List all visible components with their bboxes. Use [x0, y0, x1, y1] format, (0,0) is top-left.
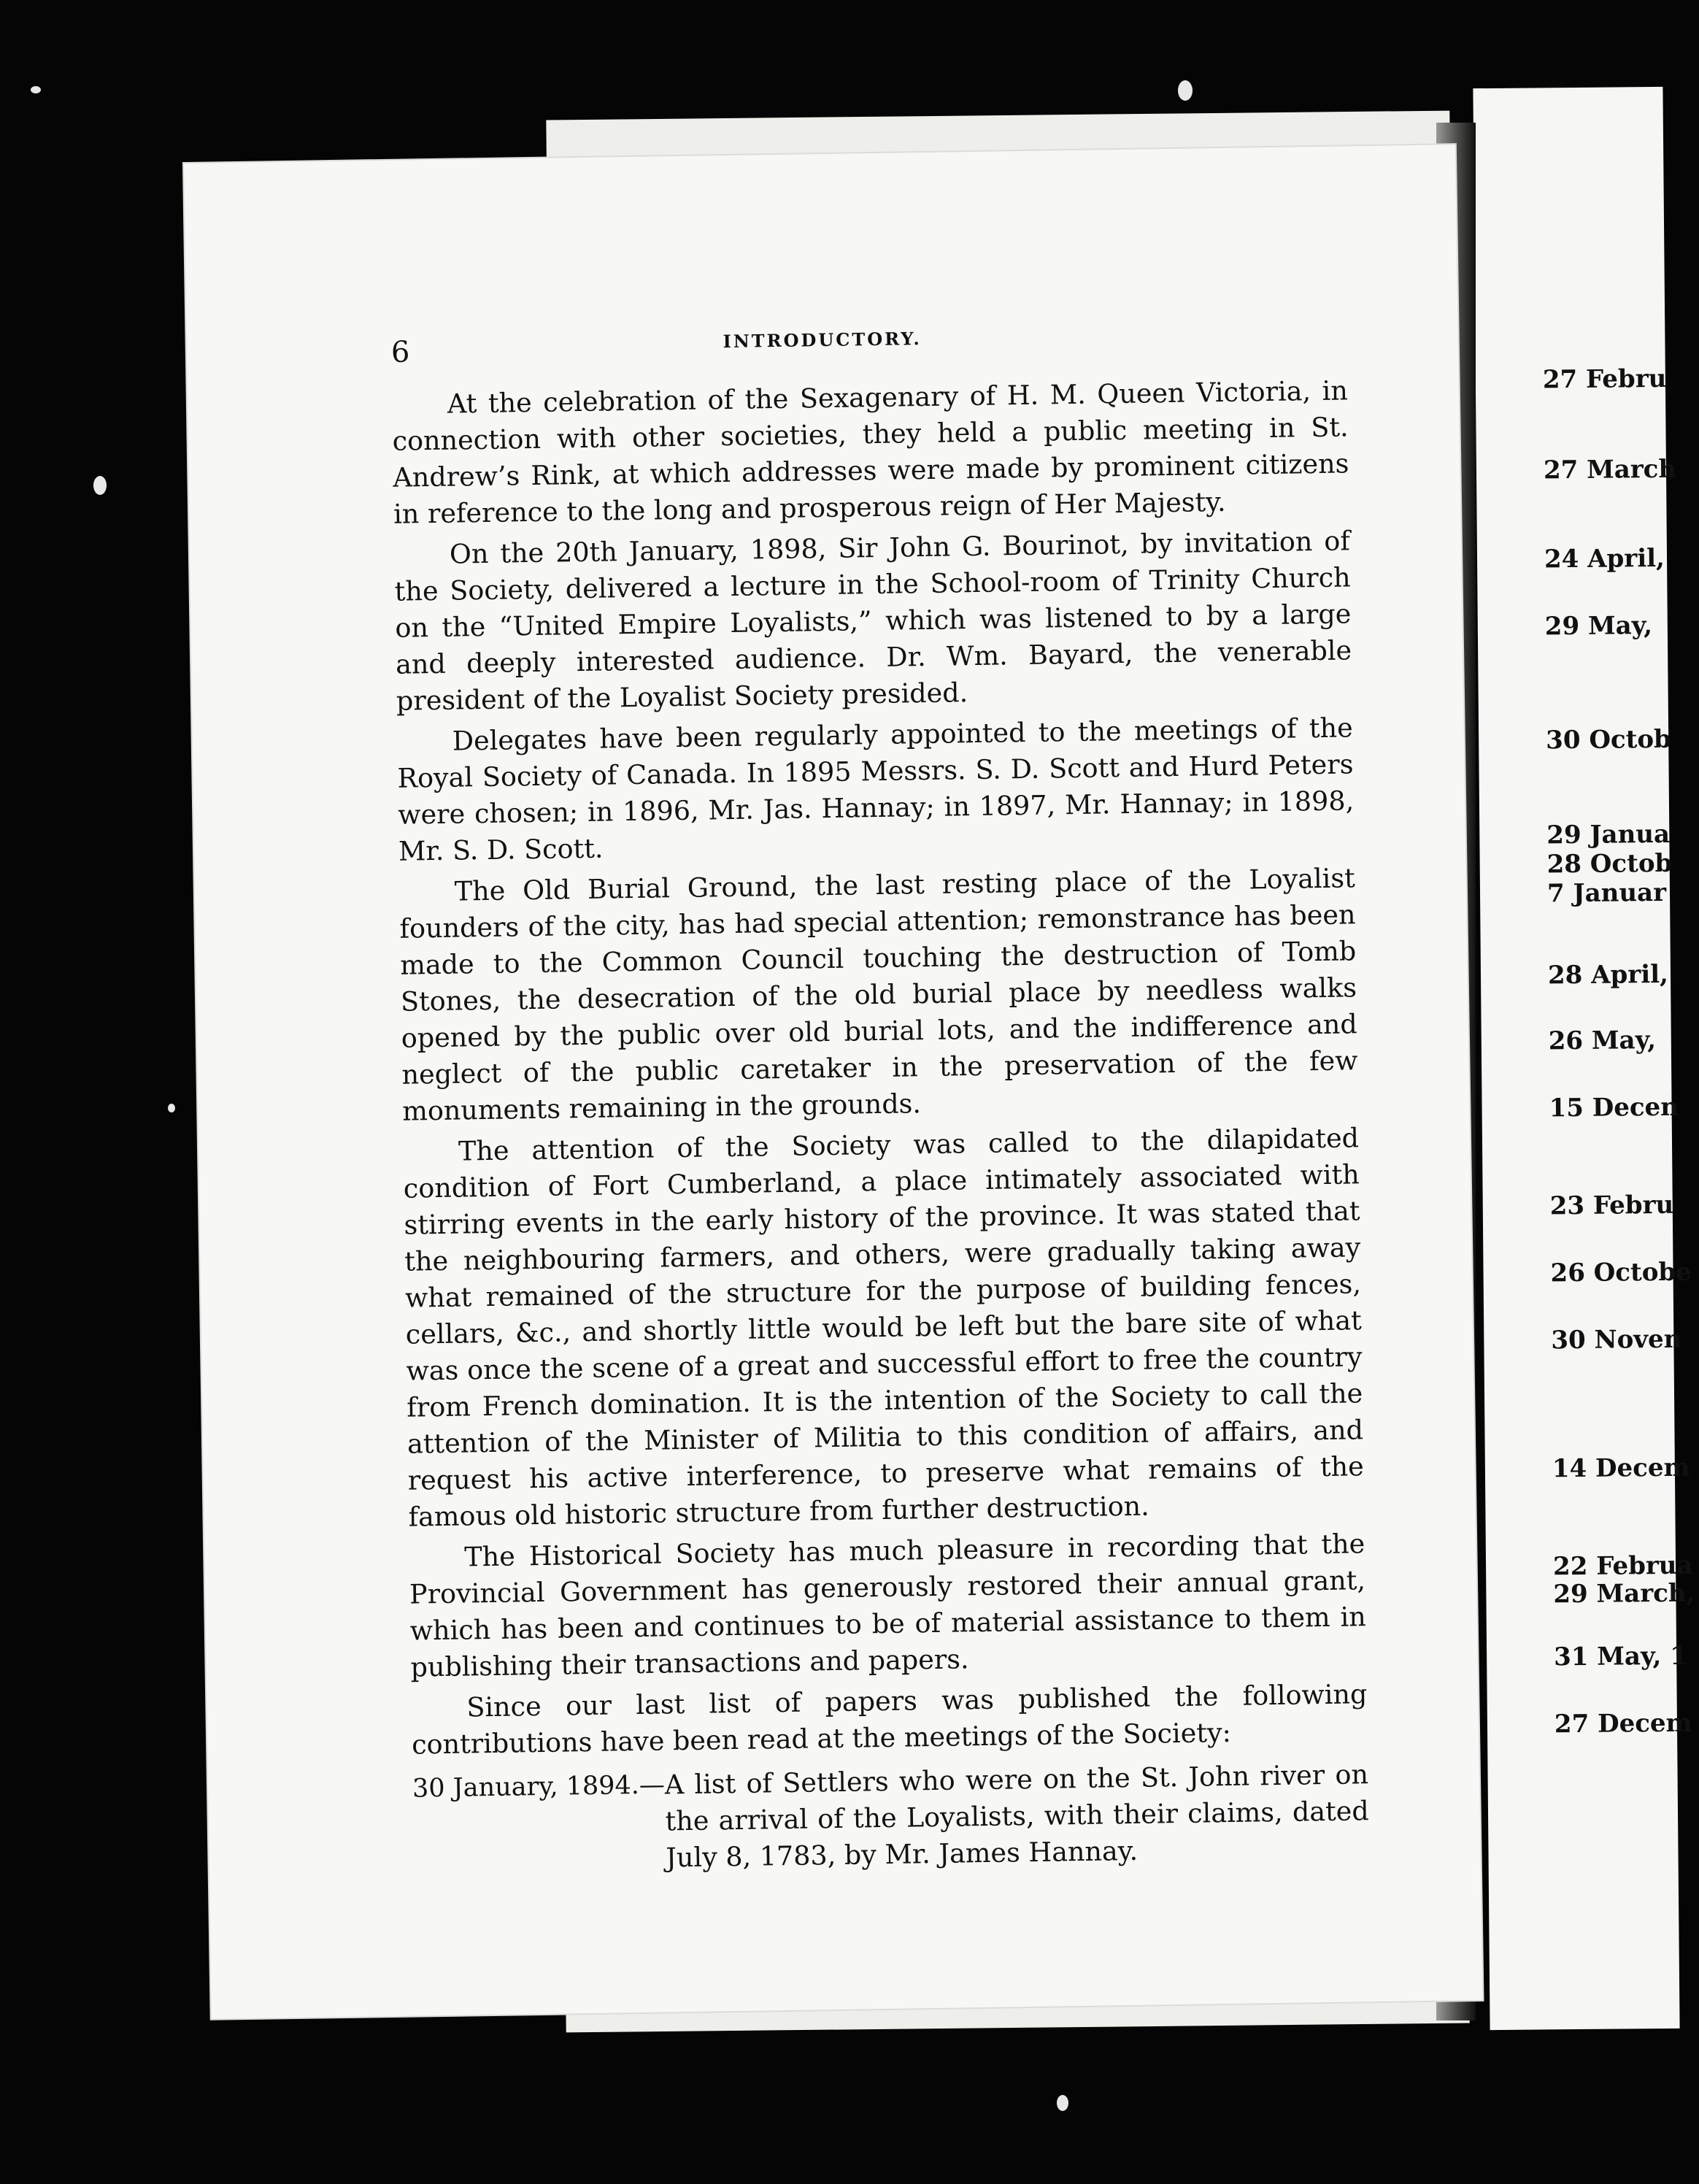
right-entry: 26 Octobe [1550, 1257, 1692, 1288]
right-entry: 31 May, 1 [1553, 1641, 1687, 1672]
right-entry: 14 Decem [1552, 1453, 1690, 1484]
paragraph: On the 20th January, 1898, Sir John G. Bourinot, by invitation of the Society, delivered a lecture in the School-room of Trinity Church on the “United Empire Loyalists,” which was listened to by a large and deeply interested audience. Dr. Wm. Bayard, the venerable president of the Loyalist Society presided. [394, 525, 1352, 717]
right-entry: 29 May, [1544, 611, 1653, 642]
right-entry: 22 Februa [1552, 1550, 1693, 1582]
right-entry: 29 Janua [1546, 819, 1671, 850]
right-entry: 30 Octob [1546, 724, 1672, 755]
running-head: INTRODUCTORY. [723, 328, 922, 353]
scan-speck [1178, 80, 1193, 101]
right-entry: 27 Febru [1542, 364, 1667, 395]
paragraph: At the celebration of the Sexagenary of H. M. Queen Victoria, in connection with other societies, they held a public meeting in St. Andrew’s Rink, at which addresses were made by prominent citizens in reference to the long and prosperous reign of Her Majesty. [392, 374, 1349, 530]
right-page [1473, 87, 1695, 2030]
page-number: 6 [390, 335, 410, 369]
right-entry: 29 March, [1553, 1578, 1695, 1610]
right-entry: 28 April, [1547, 959, 1669, 991]
scan-speck [93, 476, 107, 495]
scan-speck [31, 86, 41, 93]
paragraph: The attention of the Society was called to the dilapidated condition of Fort Cumberland, a place intimately associated with stirring events in the early history of the province. It was stated that the neighbouring farmers, and others, were gradually taking away what remained of the structure for the purpose of building fences, cellars, &c., and shortly little would be left but the bare site of what was once the scene of a great and successful effort to free the country from French domination. It is the intention of the Society to call the attention of the Minister of Militia to this condition of affairs, and request his active interference, to preserve what remains of the famous old historic structure from further destruction. [403, 1122, 1364, 1533]
left-page [184, 145, 1483, 2019]
right-entry: 27 Decem [1554, 1708, 1692, 1739]
right-entry: 28 Octob [1546, 848, 1673, 880]
contribution-entry [412, 1756, 1370, 1880]
paragraph: Delegates have been regularly appointed to the meetings of the Royal Society of Canada. In 1895 Messrs. S. D. Scott and Hurd Peters were chosen; in 1896, Mr. Jas. Hannay; in 1897, Mr. Hannay; in 1898, Mr. S. D. Scott. [397, 712, 1355, 867]
right-entry: 23 Febru [1549, 1190, 1674, 1221]
right-entry: 27 March [1543, 454, 1677, 485]
paragraph: The Historical Society has much pleasure in recording that the Provincial Government has generously restored their annual grant, which has been and continues to be of material assistance to them in publishing their transactions and papers. [409, 1528, 1367, 1683]
right-entry: 24 April, [1544, 543, 1665, 574]
right-entry: 7 Januar [1546, 877, 1667, 909]
right-entry: 26 May, [1548, 1026, 1657, 1056]
right-entry: 15 Decen [1549, 1092, 1679, 1123]
scan-speck [1057, 2095, 1068, 2111]
scan-speck [168, 1104, 175, 1112]
body-text [392, 372, 1370, 1880]
paragraph: Since our last list of papers was published the following contributions have been read at the meetings of the Society: [411, 1678, 1368, 1761]
contribution-text: A list of Settlers who were on the St. John river on the arrival of the Loyalists, with their claims, dated July 8, 1783, by Mr. James Hannay. [664, 1758, 1369, 1874]
right-entry: 30 Noven [1551, 1324, 1682, 1356]
contribution-date: 30 January, 1894.— [412, 1770, 666, 1804]
paragraph: The Old Burial Ground, the last resting place of the Loyalist founders of the city, has had special attention; remonstrance has been made to the Common Council touching the destruction of Tomb Stones, the desecration of the old burial place by needless walks opened by the public over old burial lots, and the indifference and neglect of the public caretaker in the preservation of the few monuments remaining in the grounds. [399, 862, 1358, 1127]
